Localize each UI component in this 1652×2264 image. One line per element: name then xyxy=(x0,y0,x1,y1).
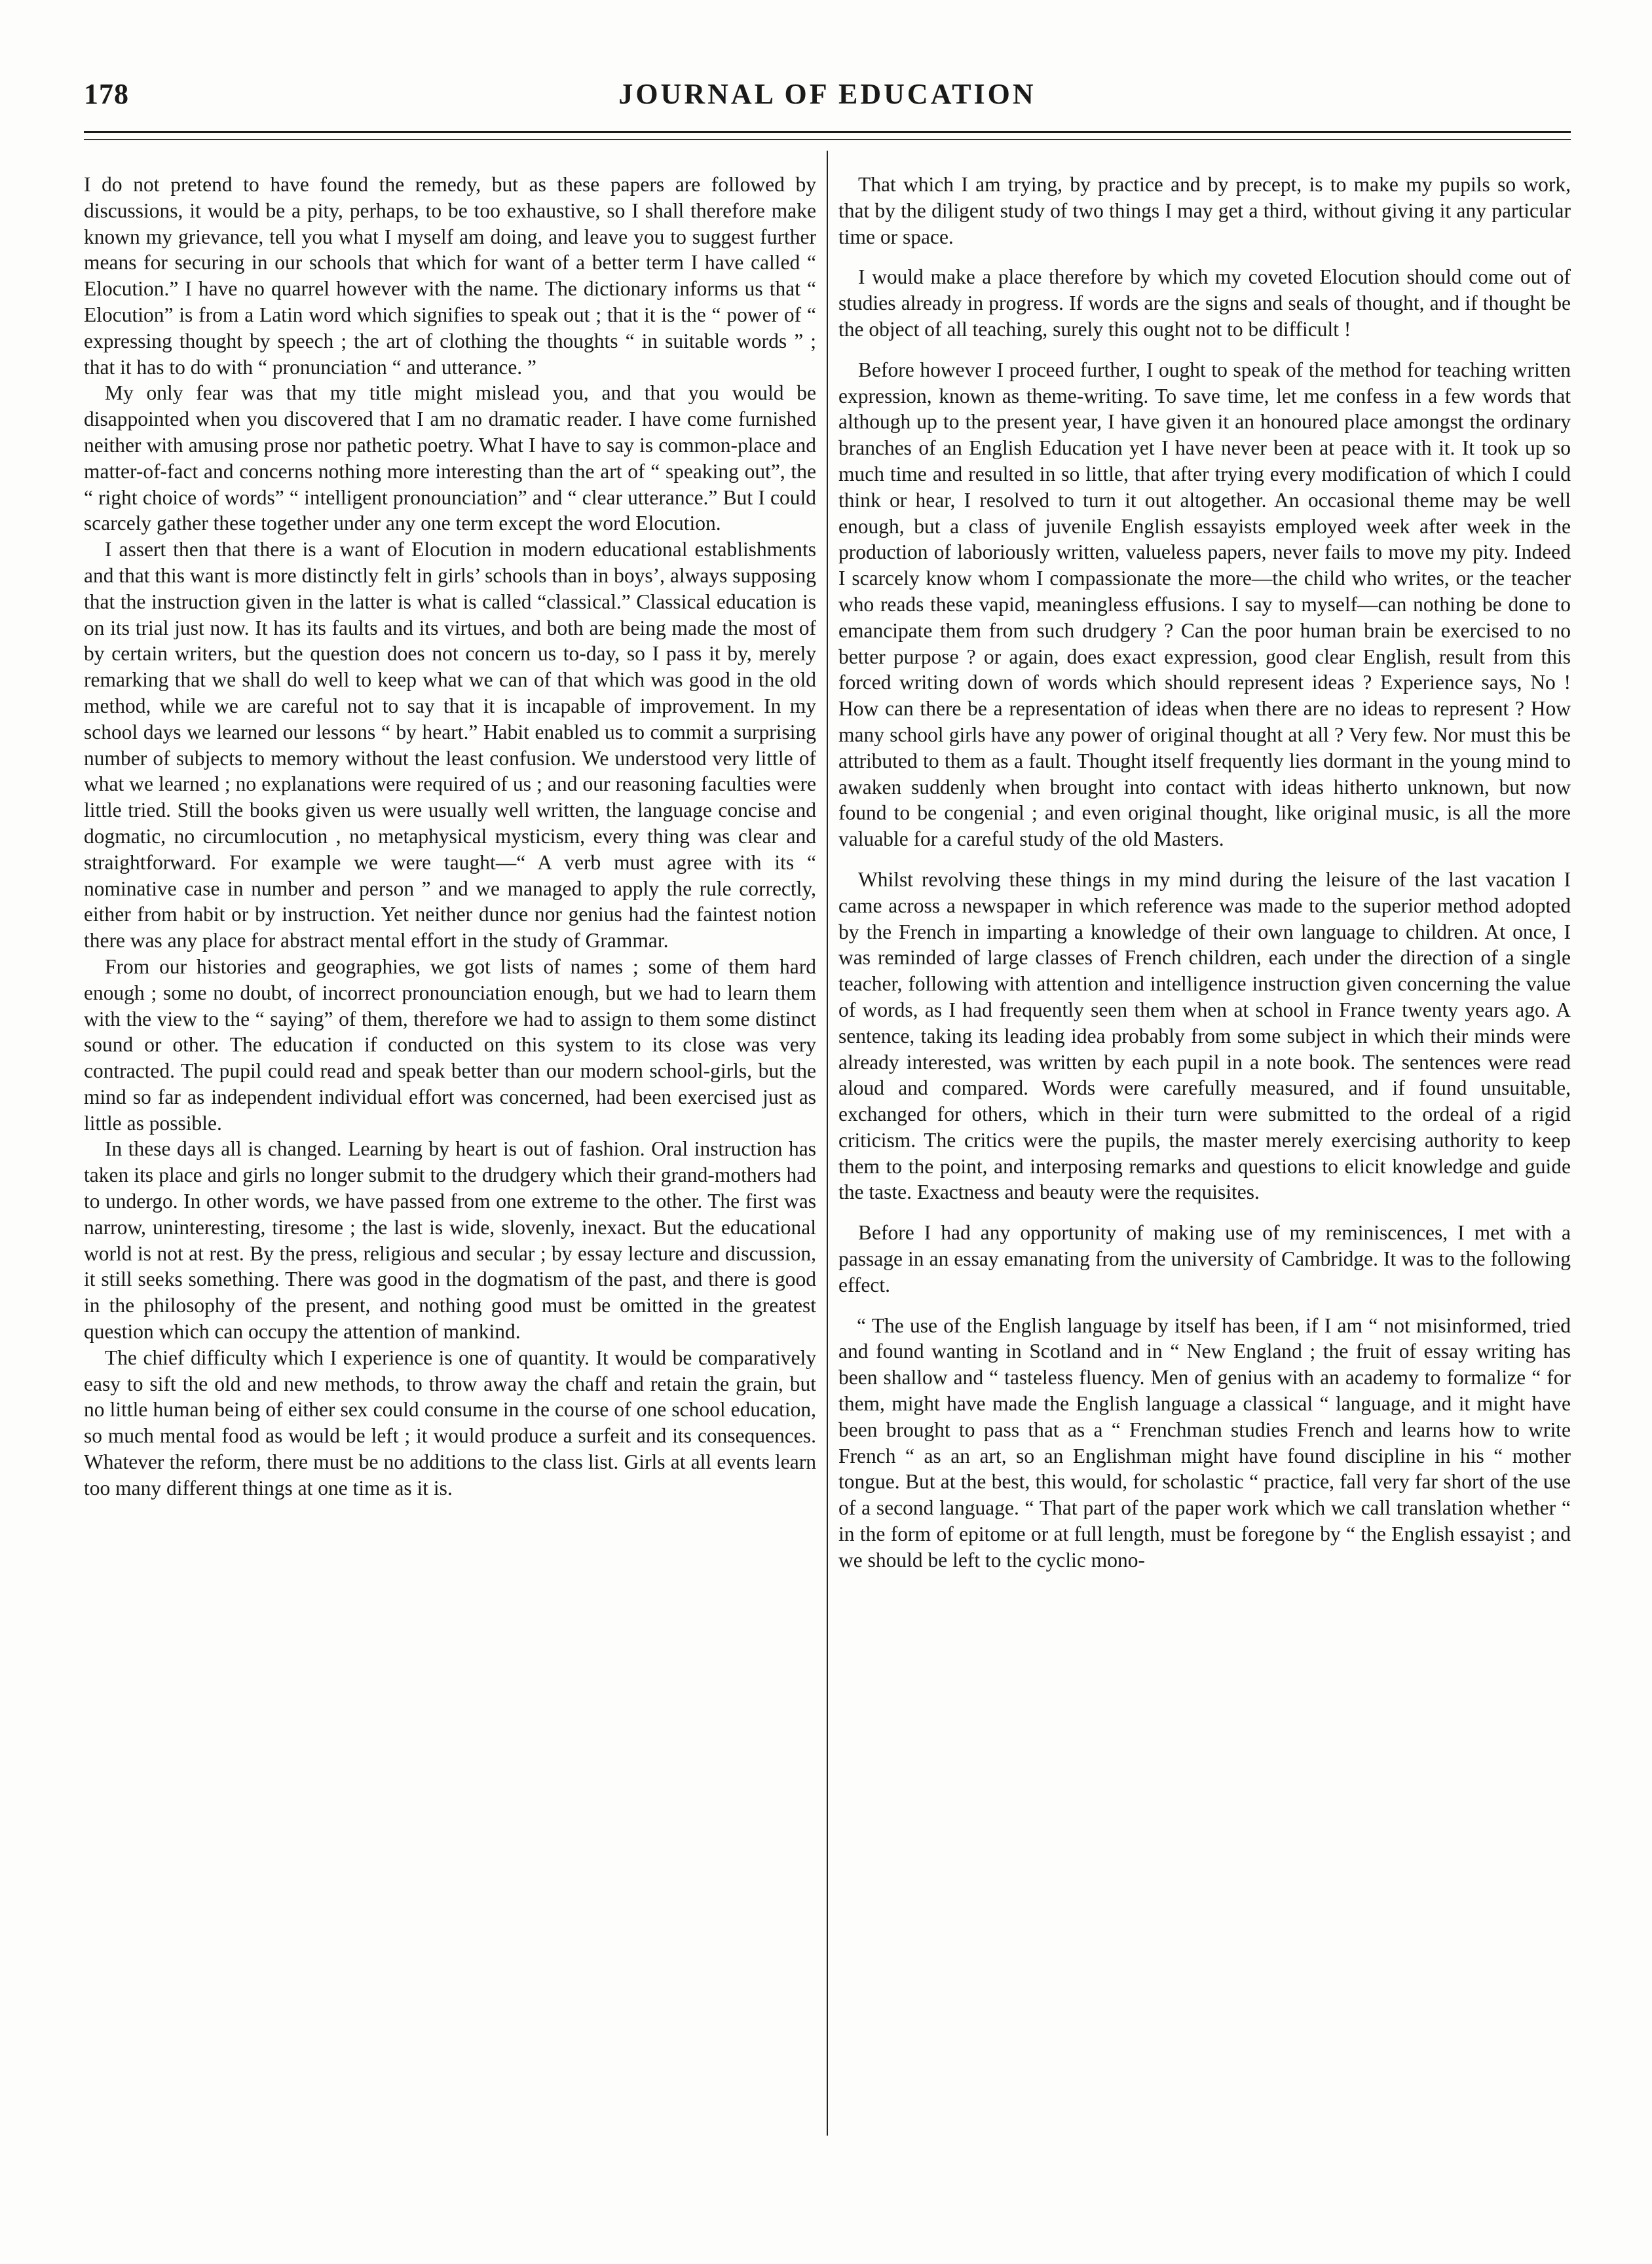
paragraph: Before I had any opportunity of making use of my reminiscences, I met with a passage in an essay emanating from the university of Cambridge. It was to the following effect. xyxy=(838,1221,1571,1296)
paragraph: My only fear was that my title might mislead you, and that you would be disappointed when you discovered that I am no dramatic reader. I have come furnished neither with amusing prose nor pathetic poetry. What I have to say is common-place and matter-of-fact and concerns nothing more interesting than the art of “ speaking out”, the “ right choice of words” “ intelligent pronounciation” and “ clear utterance.” But I could scarcely gather these together under any one term except the word Elocution. xyxy=(84,381,816,535)
journal-title: JOURNAL OF EDUCATION xyxy=(618,78,1036,110)
paragraph: I assert then that there is a want of Elocution in modern educational establishments and that this want is more distinctly felt in girls’ schools than in boys’, always supposing that the instruction given in the latter is what is called “classical.” Classical education is on its trial just now. It has its faults and its virtues, and both are being made the most of by certain writers, but the question does not concern us to-day, so I pass it by, merely remarking that we shall do well to keep what we can of that which was good in the old method, while we are careful not to say that it is incapable of improvement. In my school days we learned our lessons “ by heart.” Habit enabled us to commit a surprising number of subjects to memory without the least confusion. We understood very little of what we learned ; no explanations were required of us ; and our reasoning faculties were little tried. Still the books given us were usually well written, the language concise and dogmatic, no circumlocution , no metaphysical mysticism, every thing was clear and straightforward. For example we were taught—“ A verb must agree with its “ nominative case in number and person ” and we managed to apply the rule correctly, either from habit or by instruction. Yet neither dunce nor genius had the faintest notion there was any place for abstract mental effort in the study of Grammar. xyxy=(84,538,816,953)
paragraph: Before however I proceed further, I ought to speak of the method for teaching written expression, known as theme-writing. To save time, let me confess in a few words that although up to the present year, I have given it an honoured place amongst the ordinary branches of an English Education yet I have never been at peace with it. It took up so much time and resulted in so little, that after trying every modification of which I could think or hear, I resolved to turn it out altogether. An occasional theme may be well enough, but a class of juvenile English essayists employed week after week in the production of laboriously written, valueless papers, never fails to move my pity. Indeed I scarcely know whom I compassionate the more—the child who writes, or the teacher who reads these vapid, meaningless effusions. I say to myself—can nothing be done to emancipate them from such drudgery ? Can the poor human brain be exercised to no better purpose ? or again, does exact expression, good clear English, result from this forced writing down of words which should represent ideas ? Experience says, No ! How can there be a representation of ideas when there are no ideas to represent ? How many school girls have any power of original thought at all ? Very few. Nor must this be attributed to them as a fault. Thought itself frequently lies dormant in the young mind to awaken suddenly when brought into contact with ideas hitherto unknown, but now found to be congenial ; and even original thought, like original music, is all the more valuable for a careful study of the old Masters. xyxy=(838,358,1571,851)
quotation-paragraph: “ The use of the English language by itself has been, if I am “ not misinformed, tried and found wanting in Scotland and in “ New England ; the fruit of essay writing has been shallow and “ tasteless fluency. Men of genius with an academy to formalize “ for them, might have made the English language a classical “ language, and it might have been brought to pass that as a “ Frenchman studies French and learns how to write French “ as an art, so an Englishman might have found discipline in his “ mother tongue. But at the best, this would, for scholastic “ practice, fall very far short of the use of a second language. “ That part of the paper work which we call translation whether “ in the form of epitome or at full length, must be foregone by “ the English essayist ; and we should be left to the cyclic mono- xyxy=(838,1313,1571,1572)
column-divider xyxy=(827,151,828,2136)
paragraph: From our histories and geographies, we got lists of names ; some of them hard enough ; some no doubt, of incorrect pronounciation enough, but we had to learn them with the view to the “ saying” of them, therefore we had to assign to them some distinct sound or other. The education if conducted on this system to its close was very contracted. The pupil could read and speak better than our modern school-girls, but the mind so far as independent individual effort was concerned, had been exercised just as little as possible. xyxy=(84,954,816,1135)
paragraph: That which I am trying, by practice and by precept, is to make my pupils so work, that by the diligent study of two things I may get a third, without giving it any particular time or space. xyxy=(838,173,1571,248)
header-rule-double xyxy=(84,139,1571,140)
right-column xyxy=(838,172,1571,1588)
paragraph: I would make a place therefore by which my coveted Elocution should come out of studies already in progress. If words are the signs and seals of thought, and if thought be the object of all teaching, surely this ought not to be difficult ! xyxy=(838,265,1571,341)
page-number: 178 xyxy=(84,78,129,110)
left-column xyxy=(84,172,816,1501)
paragraph: Whilst revolving these things in my mind during the leisure of the last vacation I came across a newspaper in which reference was made to the superior method adopted by the French in imparting a knowledge of their own language to children. At once, I was reminded of large classes of French children, each under the direction of a single teacher, following with attention and intelligence instruction given concerning the value of words, as I had frequently seen them when at school in France twenty years ago. A sentence, taking its leading idea probably from some subject in which their minds were already interested, was written by each pupil in a note book. The sentences were read aloud and compared. Words were carefully measured, and if found unsuitable, exchanged for others, which in their turn were submitted to the ordeal of a rigid criticism. The critics were the pupils, the master merely exercising authority to keep them to the point, and interposing remarks and questions to elicit knowledge and guide the taste. Exactness and beauty were the requisites. xyxy=(838,867,1571,1204)
page-header xyxy=(84,77,1571,123)
paragraph: In these days all is changed. Learning by heart is out of fashion. Oral instruction has taken its place and girls no longer submit to the drudgery which their grand-mothers had to undergo. In other words, we have passed from one extreme to the other. The first was narrow, uninteresting, tiresome ; the last is wide, slovenly, inexact. But the educational world is not at rest. By the press, religious and secular ; by essay lecture and discussion, it still seeks something. There was good in the dogmatism of the past, and there is good in the philosophy of the present, and nothing good must be omitted in the greatest question which can occupy the attention of mankind. xyxy=(84,1137,816,1344)
paragraph: I do not pretend to have found the remedy, but as these papers are followed by discussions, it would be a pity, perhaps, to be too exhaustive, so I shall therefore make known my grievance, tell you what I myself am doing, and leave you to suggest further means for securing in our schools that which for want of a better term I have called “ Elocution.” I have no quarrel however with the name. The dictionary informs us that “ Elocution” is from a Latin word which signifies to speak out ; that it is the “ power of “ expressing thought by speech ; the art of clothing the thoughts “ in suitable words ” ; that it has to do with “ pronunciation “ and utterance. ” xyxy=(84,173,816,379)
header-rule xyxy=(84,131,1571,133)
paragraph: The chief difficulty which I experience is one of quantity. It would be comparatively easy to sift the old and new methods, to throw away the chaff and retain the grain, but no little human being of either sex could consume in the course of one school education, so much mental food as would be left ; it would produce a surfeit and its consequences. Whatever the reform, there must be no additions to the class list. Girls at all events learn too many different things at one time as it is. xyxy=(84,1346,816,1500)
